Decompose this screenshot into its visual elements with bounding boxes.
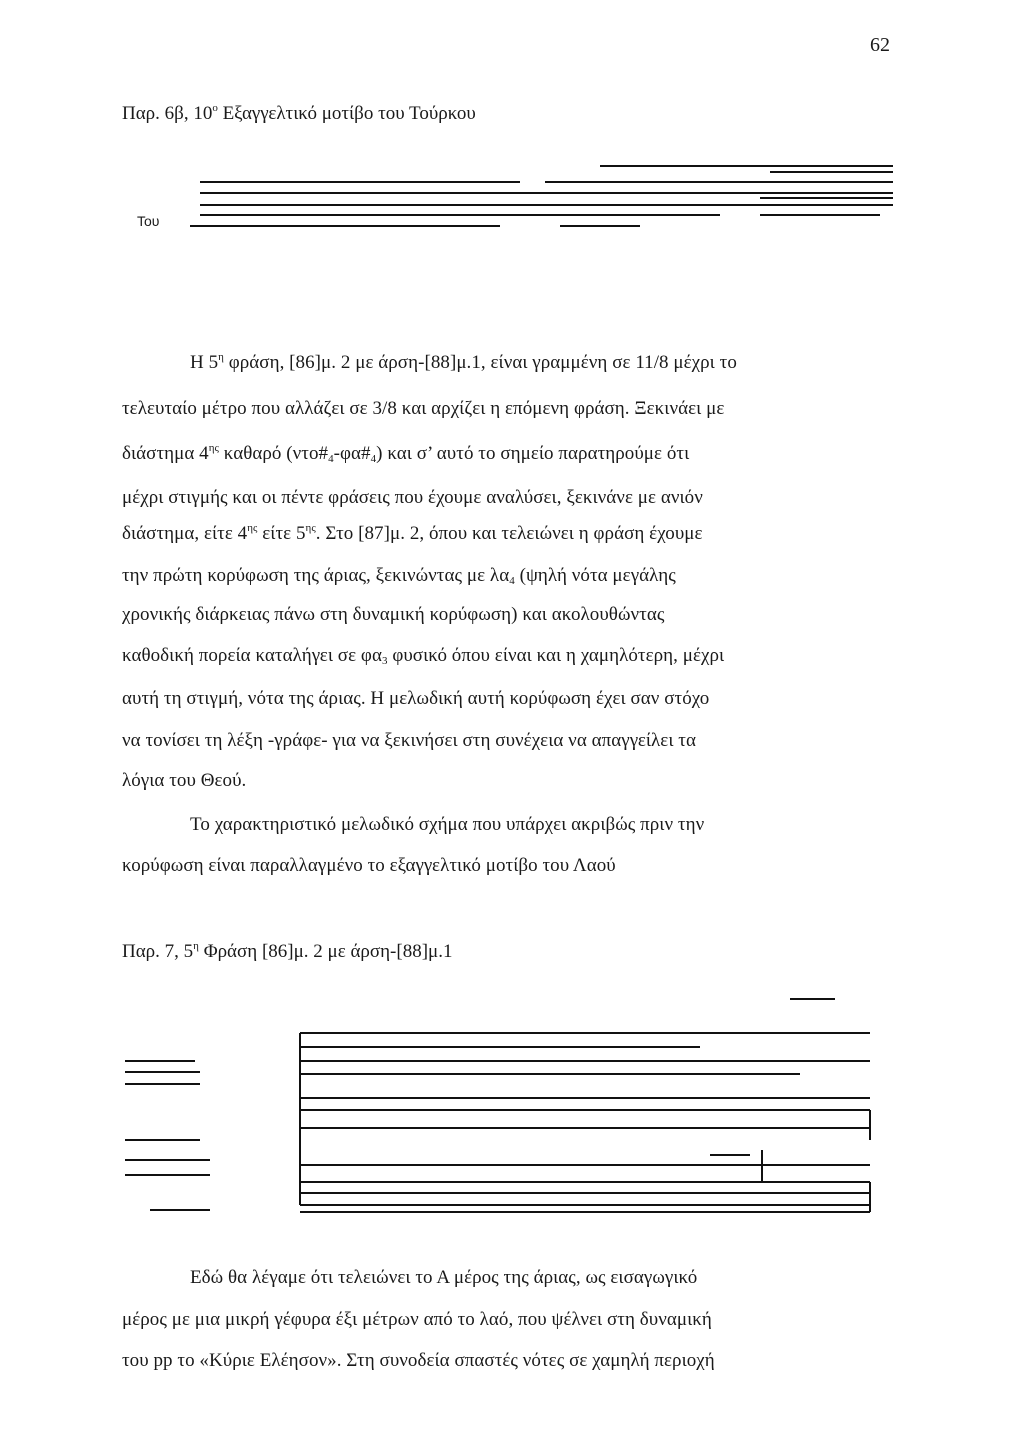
staff-lines-2 [125, 999, 870, 1212]
paragraph-1-line-1: Η $5^\eta$ φράση, [86]μ. 2 με άρση-[88]μ.1, είναι γραμμένη σε 11/8 μέχρι το [190, 351, 737, 373]
paragraph-2-line-1: Το χαρακτηριστικό μελωδικό σχήμα που υπάρχει ακριβώς πριν την [190, 814, 705, 835]
paragraph-1-line-4: μέχρι στιγμής και οι πέντε φράσεις που έχουμε αναλύσει, ξεκινάνε με ανιόν [122, 487, 703, 508]
paragraph-1-line-11: λόγια του Θεού. [122, 770, 247, 791]
paragraph-2-line-2: κορύφωση είναι παραλλαγμένο το εξαγγελτικό μοτίβο του Λαού [122, 855, 616, 876]
paragraph-3-line-2: μέρος με μια μικρή γέφυρα έξι μέτρων από το λαό, που ψέλνει στη δυναμική [122, 1309, 712, 1330]
paragraph-3-line-3: του pp το «Κύριε Ελέησον». Στη συνοδεία σπαστές νότες σε χαμηλή περιοχή [122, 1350, 715, 1371]
paragraph-1-line-2: τελευταίο μέτρο που αλλάζει σε 3/8 και αρχίζει η επόμενη φράση. Ξεκινάει με [122, 398, 725, 419]
paragraph-1-line-3: διάστημα $4^{\eta\varsigma}$ καθαρό $(\nu\tau o\#_4-\varphi\alpha\#_4)$ και σ’ αυτό το σημείο παρατηρούμε ότι [122, 442, 690, 465]
paragraph-1-line-7: χρονικής διάρκειας πάνω στη δυναμική κορύφωση) και ακολουθώντας [122, 604, 665, 625]
page-number: 62 [870, 34, 890, 56]
example-1-caption: Παρ. 6β, $10^o$ Εξαγγελτικό μοτίβο του Τούρκου [122, 102, 476, 124]
example-2-caption: Παρ. 7, $5^\eta$ Φράση [86]μ. 2 με άρση-[88]μ.1 [122, 940, 453, 962]
paragraph-1-line-9: αυτή τη στιγμή, νότα της άριας. Η μελωδική αυτή κορύφωση έχει σαν στόχο [122, 688, 710, 709]
paragraph-1-line-10: να τονίσει τη λέξη -γράφε- για να ξεκινήσει στη συνέχεια να απαγγείλει τα [122, 730, 696, 751]
paragraph-3-line-1: Εδώ θα λέγαμε ότι τελειώνει το Α μέρος της άριας, ως εισαγωγικό [190, 1267, 698, 1288]
paragraph-1-line-8: καθοδική πορεία καταλήγει σε $\varphi\alpha_3$ φυσικό όπου είναι και η χαμηλότερη, μέχρι [122, 645, 725, 667]
staff-label: Του [137, 213, 160, 229]
paragraph-1-line-5: διάστημα, είτε $4^{\eta\varsigma}$ είτε $5^{\eta\varsigma}$. Στο [87]μ. 2, όπου και τελειώνει η φράση έχουμε [122, 522, 703, 544]
paragraph-1-line-6: την πρώτη κορύφωση της άριας, ξεκινώντας με $\lambda\alpha_4$ (ψηλή νότα μεγάλης [122, 565, 676, 587]
